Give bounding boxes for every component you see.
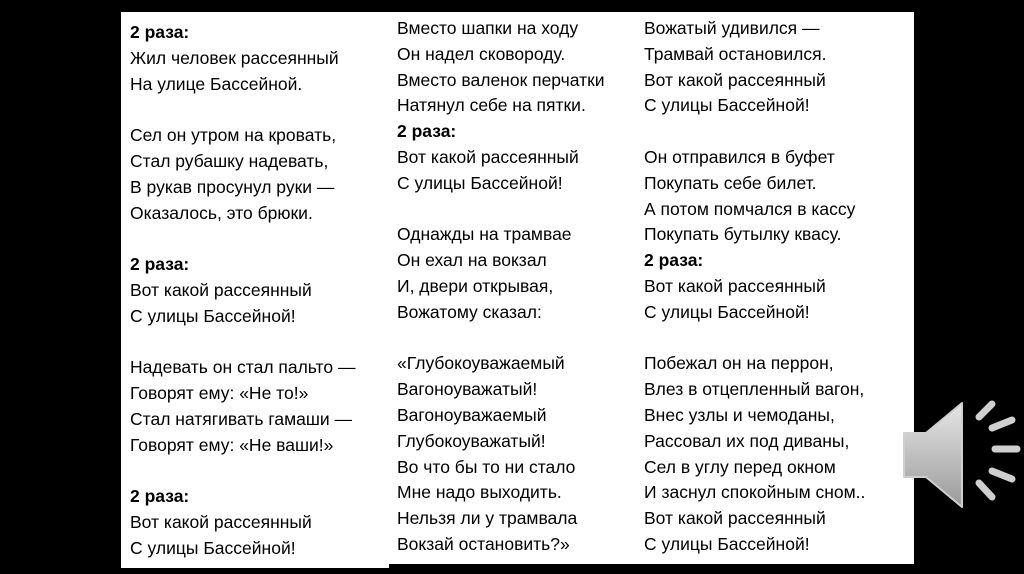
poem-line: В рукав просунул руки — [130,176,335,197]
verse-marker: 2 раза: [130,254,190,275]
poem-line: Жил человек рассеянный [130,47,339,68]
verse-marker: 2 раза: [130,22,190,42]
poem-line: Стал натягивать гамаши — [130,408,353,429]
poem-line: Вот какой рассеянный [397,146,579,167]
poem-line: Трамвай остановился. [644,43,827,64]
poem-line: На улице Бассейной. [130,73,303,94]
audio-button[interactable] [900,395,1024,515]
poem-line: Рассовал их под диваны, [644,430,850,451]
poem-line: С улицы Бассейной! [644,95,810,116]
poem-line: Влез в отцепленный вагон, [644,379,865,400]
poem-line: С улицы Бассейной! [130,305,296,326]
poem-line: С улицы Бассейной! [130,537,296,558]
poem-line: Надевать он стал пальто — [130,357,356,378]
poem-line: Оказалось, это брюки. [130,202,313,223]
poem-line: С улицы Бассейной! [644,533,810,554]
poem-line: Покупать бутылку квасу. [644,224,842,245]
poem-line: Стал рубашку надевать, [130,150,329,171]
poem-line: Говорят ему: «Не то!» [130,383,309,404]
poem-line: Он отправился в буфет [644,146,835,167]
poem-line: Натянул себе на пятки. [397,95,586,116]
poem-line: Нельзя ли у трамвала [397,508,578,529]
verse-marker: 2 раза: [644,250,704,271]
verse-marker: 2 раза: [397,121,457,142]
poem-line: Вагоноуважаемый [397,404,547,425]
poem-line: Он надел сковороду. [397,43,566,64]
poem-line: Вот какой рассеянный [130,512,312,533]
poem-line: Вагоноуважатый! [397,379,538,400]
stanza-gap [644,119,914,145]
poem-line: И, двери открывая, [397,275,554,296]
poem-column-2 [389,12,636,564]
poem-line: Вот какой рассеянный [644,275,826,296]
stanza-gap [397,326,636,352]
poem-line: Сел в углу перед окном [644,456,836,477]
poem-line: И заснул спокойным сном.. [644,482,866,503]
poem-line: Вокзай остановить?» [397,533,570,554]
poem-column-1 [121,12,389,568]
poem-line: Вот какой рассеянный [644,69,826,90]
stanza-gap [130,330,389,356]
poem-line: А потом помчался в кассу [644,198,856,219]
poem-line: «Глубокоуважаемый [397,353,565,374]
poem-line: Покупать себе билет. [644,172,817,193]
stanza-gap [644,326,914,352]
poem-line: Вожатый удивился — [644,18,820,38]
poem-line: Во что бы то ни стало [397,456,576,477]
poem-line: Мне надо выходить. [397,482,562,503]
poem-line: Однажды на трамвае [397,224,572,245]
poem-line: Внес узлы и чемоданы, [644,404,835,425]
poem-line: С улицы Бассейной! [397,172,563,193]
poem-line: С улицы Бассейной! [644,301,810,322]
poem-line: Вместо шапки на ходу [397,18,579,38]
poem-line: Вместо валенок перчатки [397,69,605,90]
poem-line: Он ехал на вокзал [397,250,547,271]
poem-line: Вот какой рассеянный [130,279,312,300]
poem-line: Вот какой рассеянный [644,508,826,529]
poem-line: Побежал он на перрон, [644,353,834,374]
stanza-gap [130,226,389,252]
poem-line: Вожатому сказал: [397,301,542,322]
stanza-gap [130,459,389,485]
verse-marker: 2 раза: [130,486,190,507]
poem-column-3 [636,12,914,564]
stanza-gap [397,197,636,223]
poem-line: Сел он утром на кровать, [130,125,337,146]
stanza-gap [130,97,389,123]
poem-line: Глубокоуважатый! [397,430,546,451]
poem-line: Говорят ему: «Не ваши!» [130,434,334,455]
speaker-icon [900,395,1024,515]
